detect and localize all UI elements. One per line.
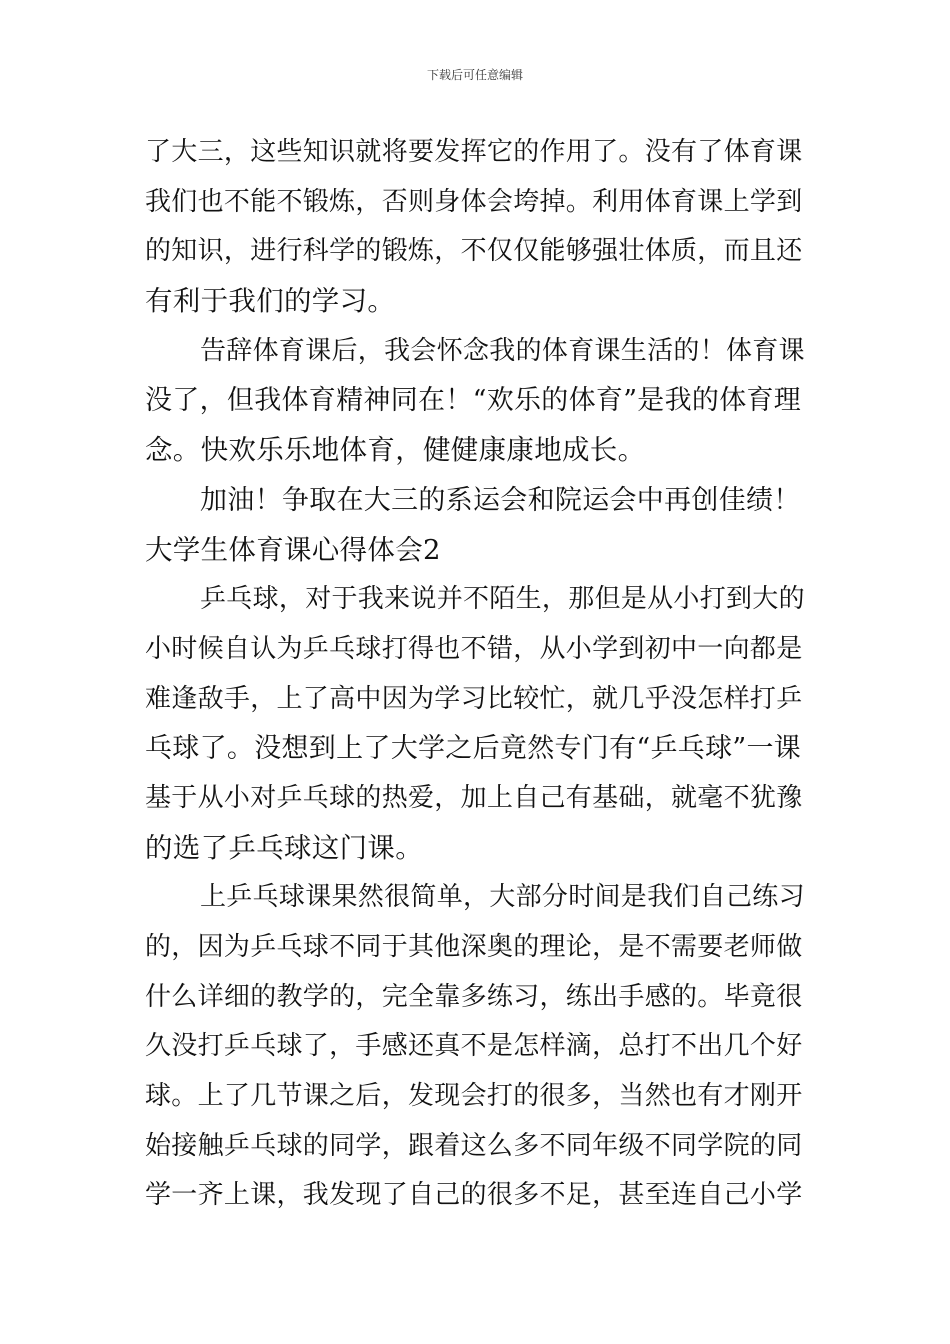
text-line: 始接触乒乓球的同学，跟着这么多不同年级不同学院的同: [145, 1130, 803, 1161]
text-line: 难逢敌手，上了高中因为学习比较忙，就几乎没怎样打乒: [145, 683, 803, 714]
text-line: 学一齐上课，我发现了自己的很多不足，甚至连自己小学: [145, 1180, 803, 1211]
text-line: 基于从小对乒乓球的热爱，加上自己有基础，就毫不犹豫: [145, 782, 803, 813]
text-line: 的知识，进行科学的锻炼，不仅仅能够强壮体质，而且还: [145, 236, 803, 267]
text-line: 我们也不能不锻炼，否则身体会垮掉。利用体育课上学到: [145, 186, 803, 217]
text-line: 加油！争取在大三的系运会和院运会中再创佳绩！: [200, 484, 801, 516]
text-line: 大学生体育课心得体会2: [145, 533, 441, 566]
text-line: 的选了乒乓球这门课。: [145, 831, 423, 864]
text-line: 乓球了。没想到上了大学之后竟然专门有“乒乓球”一课: [145, 733, 802, 765]
text-line: 告辞体育课后，我会怀念我的体育课生活的！体育课: [200, 335, 805, 366]
text-line: 久没打乒乓球了，手感还真不是怎样滴，总打不出几个好: [145, 1031, 803, 1062]
text-line: 的，因为乒乓球不同于其他深奥的理论，是不需要老师做: [145, 932, 803, 962]
text-line: 乒乓球，对于我来说并不陌生，那但是从小打到大的: [200, 584, 805, 615]
text-line: 上乒乓球课果然很简单，大部分时间是我们自己练习: [200, 882, 805, 913]
text-line: 什么详细的教学的，完全靠多练习，练出手感的。毕竟很: [145, 981, 803, 1012]
document-body: [145, 128, 810, 1221]
page-header: 下载后可任意编辑: [426, 68, 523, 82]
text-line: 没了，但我体育精神同在！“欢乐的体育”是我的体育理: [145, 385, 802, 417]
text-line: 有利于我们的学习。: [145, 285, 396, 318]
text-line: 念。快欢乐乐地体育，健健康康地成长。: [145, 434, 646, 467]
text-line: 了大三，这些知识就将要发挥它的作用了。没有了体育课: [145, 137, 803, 167]
text-line: 球。上了几节课之后，发现会打的很多，当然也有才刚开: [145, 1081, 803, 1112]
text-line: 小时候自认为乒乓球打得也不错，从小学到初中一向都是: [145, 633, 803, 664]
